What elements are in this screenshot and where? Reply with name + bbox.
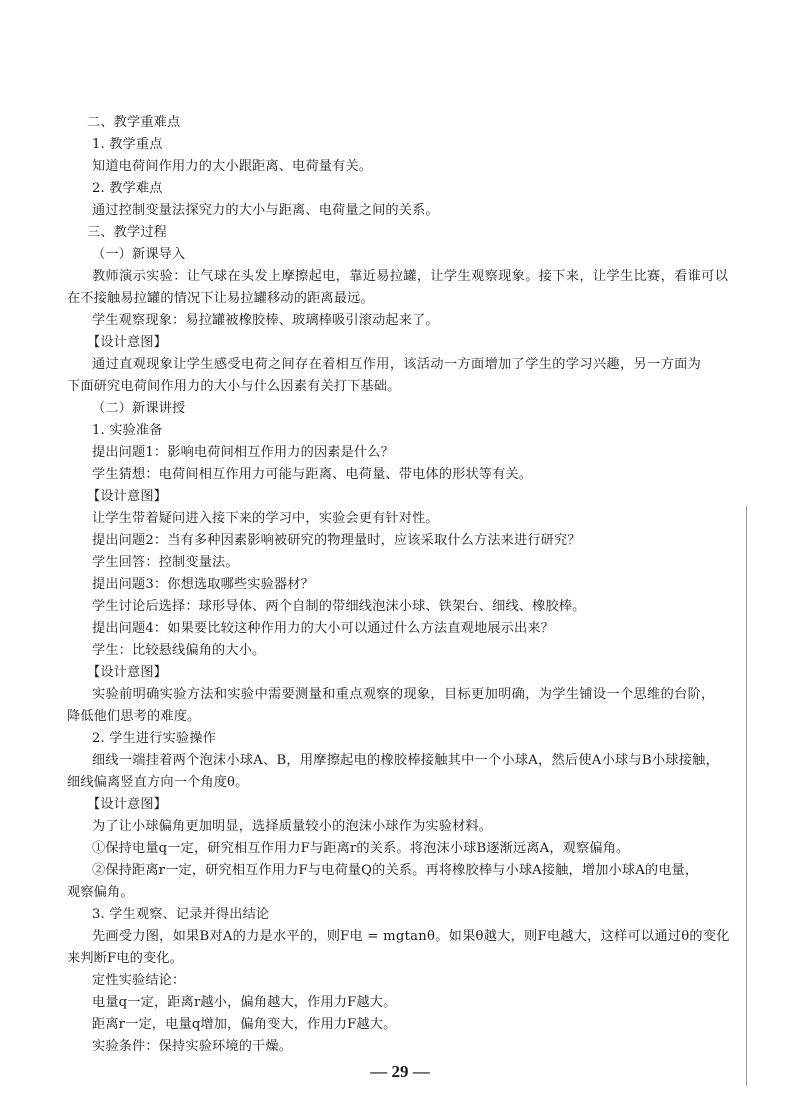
sub-heading: 1. 实验准备 — [92, 423, 163, 438]
paragraph-line: 提出问题4：如果要比较这种作用力的大小可以通过什么方法直观地展示出来？ — [92, 621, 555, 636]
paragraph-line: 学生回答：控制变量法。 — [92, 555, 239, 570]
paragraph-line: 知道电荷间作用力的大小跟距离、电荷量有关。 — [92, 159, 373, 174]
section-heading: 三、教学过程 — [87, 225, 168, 240]
paragraph-line: 提出问题3：你想选取哪些实验器材？ — [92, 577, 314, 592]
paragraph-line: 通过控制变量法探究力的大小与距离、电荷量之间的关系。 — [92, 203, 439, 218]
paragraph-line: 教师演示实验：让气球在头发上摩擦起电，靠近易拉罐，让学生观察现象。接下来，让学生比赛，看谁可以 — [92, 269, 729, 284]
paragraph-line: 在不接触易拉罐的情况下让易拉罐移动的距离最远。 — [67, 291, 374, 306]
sub-heading: 1. 教学重点 — [92, 137, 163, 152]
design-intent-label: 【设计意图】 — [87, 335, 168, 350]
sub-heading: 3. 学生观察、记录并得出结论 — [92, 907, 270, 922]
paragraph-line: 来判断F电的变化。 — [67, 951, 183, 966]
section-heading: 二、教学重难点 — [87, 115, 181, 130]
paragraph-line: 让学生带着疑问进入接下来的学习中，实验会更有针对性。 — [92, 511, 439, 526]
sub-heading: 2. 学生进行实验操作 — [92, 731, 216, 746]
paragraph-line: 观察偏角。 — [67, 885, 134, 900]
paragraph-line: 降低他们思考的难度。 — [67, 709, 201, 724]
design-intent-label: 【设计意图】 — [87, 797, 168, 812]
sub-heading: （二）新课讲授 — [92, 401, 186, 416]
design-intent-label: 【设计意图】 — [87, 489, 168, 504]
paragraph-line: 细线一端挂着两个泡沫小球A、B，用摩擦起电的橡胶棒接触其中一个小球A，然后使A小球与B小球接触， — [92, 753, 720, 768]
paragraph-line: 学生猜想：电荷间相互作用力可能与距离、电荷量、带电体的形状等有关。 — [92, 467, 533, 482]
scan-margin-rule — [746, 506, 747, 1086]
paragraph-line: 提出问题1：影响电荷间相互作用力的因素是什么？ — [92, 445, 394, 460]
paragraph-line: ①保持电量q一定，研究相互作用力F与距离r的关系。将泡沫小球B逐渐远离A，观察偏角。 — [92, 841, 630, 856]
paragraph-line: ②保持距离r一定，研究相互作用力F与电荷量Q的关系。再将橡胶棒与小球A接触，增加小球A的电量， — [92, 863, 699, 878]
paragraph-line: 学生讨论后选择：球形导体、两个自制的带细线泡沫小球、铁架台、细线、橡胶棒。 — [92, 599, 586, 614]
paragraph-line: 细线偏离竖直方向一个角度θ。 — [67, 775, 249, 790]
paragraph-line: 下面研究电荷间作用力的大小与什么因素有关打下基础。 — [67, 379, 401, 394]
paragraph-line: 先画受力图，如果B对A的力是水平的，则F电 = mgtanθ。如果θ越大，则F电越大，这样可以通过θ的变化 — [92, 929, 730, 944]
paragraph-line: 实验前明确实验方法和实验中需要测量和重点观察的现象，目标更加明确，为学生铺设一个思维的台阶， — [92, 687, 715, 702]
design-intent-label: 【设计意图】 — [87, 665, 168, 680]
page-number: — 29 — — [370, 1062, 430, 1081]
paragraph-line: 距离r一定，电量q增加，偏角变大，作用力F越大。 — [92, 1017, 397, 1032]
sub-heading: （一）新课导入 — [92, 247, 186, 262]
paragraph-line: 定性实验结论： — [92, 973, 186, 988]
paragraph-line: 电量q一定，距离r越小，偏角越大，作用力F越大。 — [92, 995, 397, 1010]
paragraph-line: 实验条件：保持实验环境的干燥。 — [92, 1039, 293, 1054]
paragraph-line: 学生：比较悬线偏角的大小。 — [92, 643, 266, 658]
paragraph-line: 学生观察现象：易拉罐被橡胶棒、玻璃棒吸引滚动起来了。 — [92, 313, 439, 328]
paragraph-line: 提出问题2：当有多种因素影响被研究的物理量时，应该采取什么方法来进行研究？ — [92, 533, 581, 548]
paragraph-line: 通过直观现象让学生感受电荷之间存在着相互作用，该活动一方面增加了学生的学习兴趣，另一方面为 — [92, 357, 702, 372]
sub-heading: 2. 教学难点 — [92, 181, 163, 196]
paragraph-line: 为了让小球偏角更加明显，选择质量较小的泡沫小球作为实验材料。 — [92, 819, 493, 834]
